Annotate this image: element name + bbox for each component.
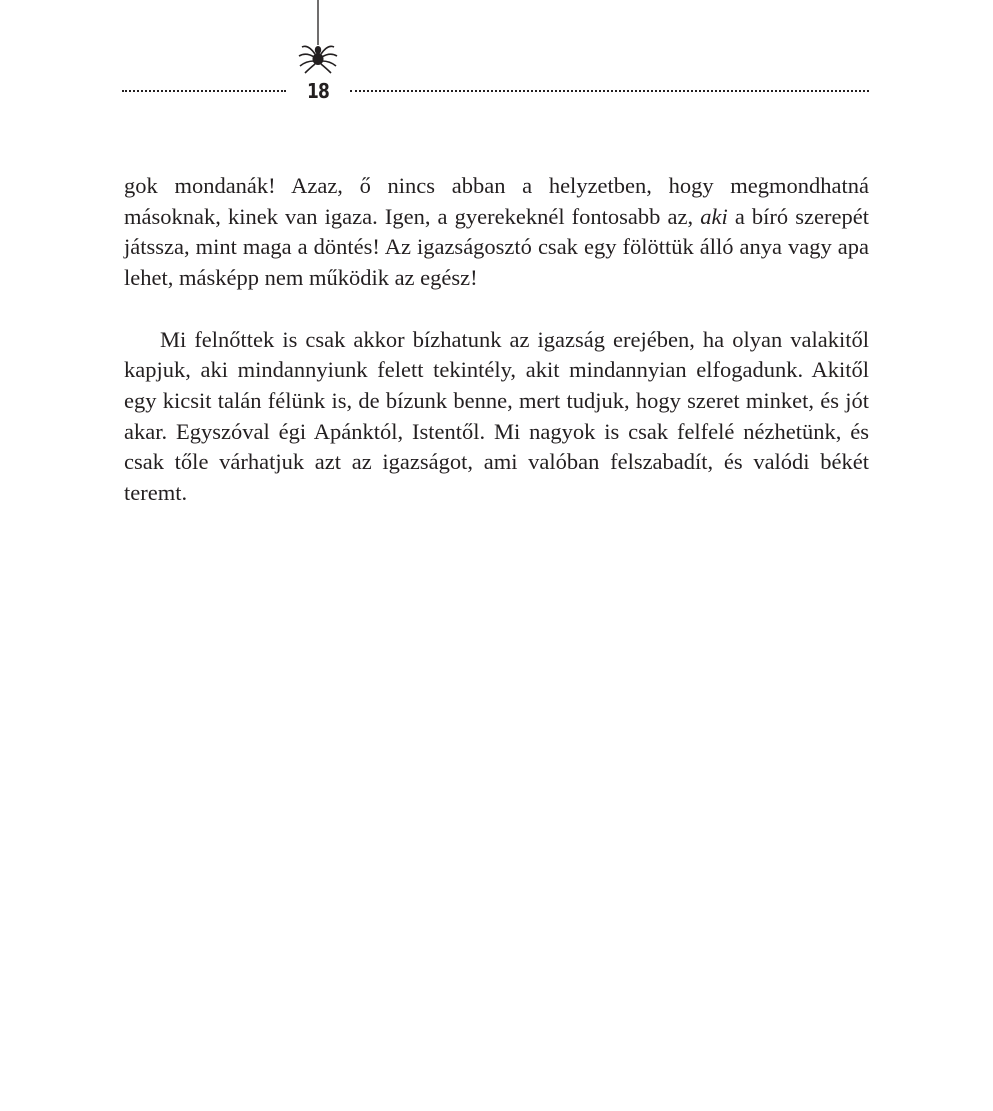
emphasized-word: aki [700, 203, 728, 229]
body-text [124, 171, 869, 509]
page-header [0, 0, 993, 110]
paragraph-1 [124, 171, 869, 294]
header-dotted-rule-right [350, 90, 869, 92]
paragraph-2: Mi felnőttek is csak akkor bízhatunk az igazság erejében, ha olyan valakitől kapjuk, aki mindannyiunk felett tekintély, akit mindannyian elfogadunk. Akitől egy kicsit talán félünk is, de bízunk benne, mert tudjuk, hogy szeret minket, és jót akar. Egyszóval égi Apánktól, Istentől. Mi nagyok is csak felfelé nézhetünk, és csak tőle várhatjuk azt az igazságot, ami valóban felszabadít, és valódi békét teremt. [124, 326, 869, 506]
page-number: 18 [307, 79, 329, 103]
hanging-spider-icon [296, 0, 340, 74]
paragraph-1-text-start: gok mondanák! Azaz, ő nincs abban a helyzetben, hogy megmondhatná másoknak, kinek van igaza. Igen, a gyerekeknél fontosabb az, [124, 173, 869, 229]
header-dotted-rule-left [122, 90, 286, 92]
paragraph-1-text-end: a bíró szerepét játssza, mint maga a döntés! Az igazságosztó csak egy fölöttük álló anya vagy apa lehet, másképp nem működik az egész! [124, 203, 869, 291]
